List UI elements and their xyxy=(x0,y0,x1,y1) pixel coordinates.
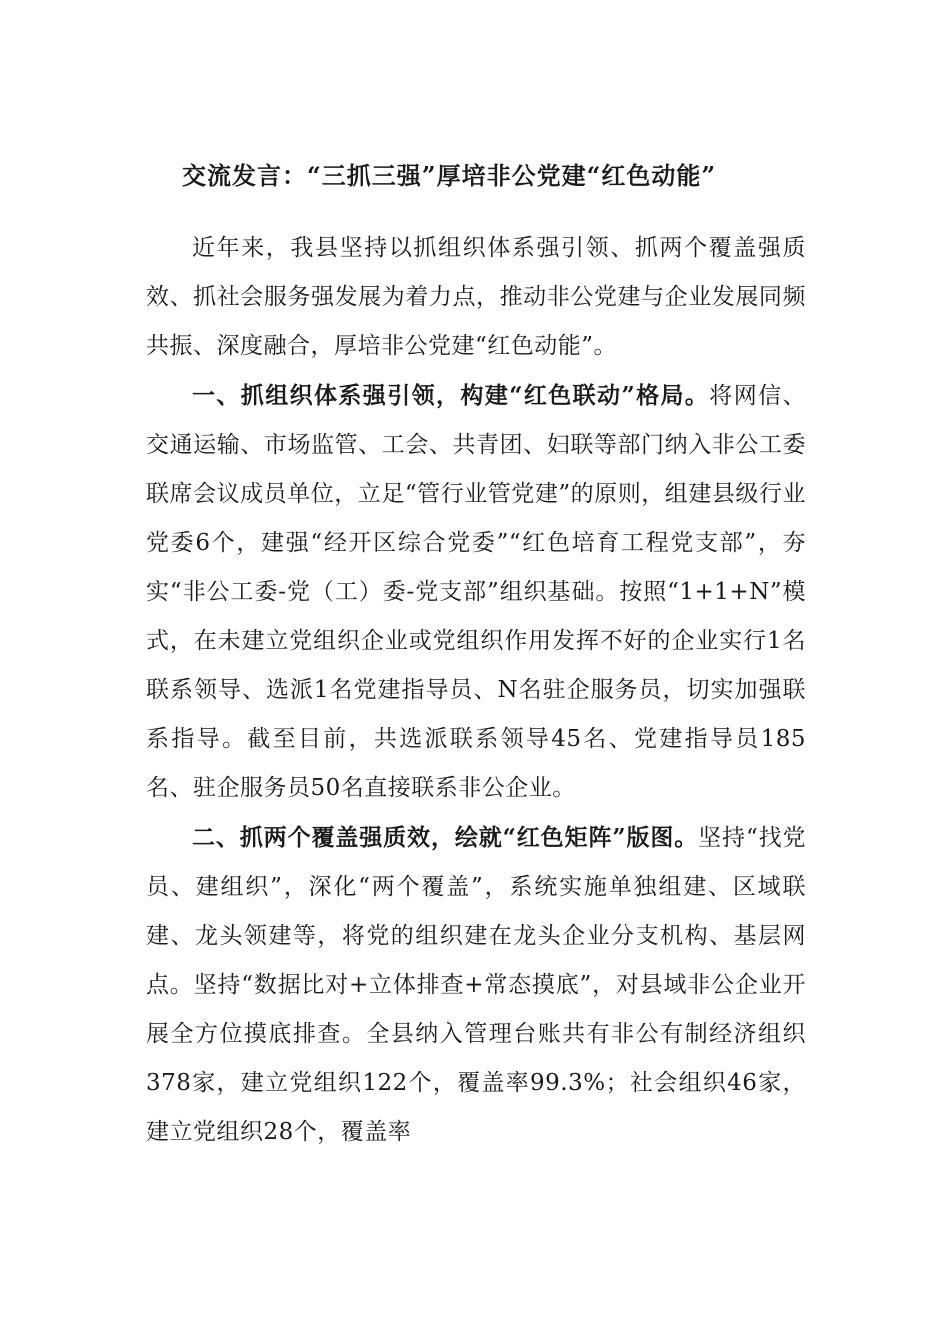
section-1-paragraph xyxy=(146,371,806,813)
section-2-body: 坚持“找党员、建组织”，深化“两个覆盖”，系统实施单独组建、区域联建、龙头领建等，将党的组织建在龙头企业分支机构、基层网点。坚持“数据比对+立体排查+常态摸底”，对县域非公企业开展全方位摸底排查。全县纳入管理台账共有非公有制经济组织378家，建立党组织122个，覆盖率99.3%；社会组织46家，建立党组织28个，覆盖率 xyxy=(146,825,806,1145)
section-2-paragraph xyxy=(146,813,806,1157)
section-1-heading: 一、抓组织体系强引领，构建“红色联动”格局。 xyxy=(192,382,710,409)
section-1-body: 将网信、交通运输、市场监管、工会、共青团、妇联等部门纳入非公工委联席会议成员单位，立足“管行业管党建”的原则，组建县级行业党委6个，建强“经开区综合党委”“红色培育工程党支部”，夯实“非公工委-党（工）委-党支部”组织基础。按照“1+1+N”模式，在未建立党组织企业或党组织作用发挥不好的企业实行1名联系领导、选派1名党建指导员、N名驻企服务员，切实加强联系指导。截至目前，共选派联系领导45名、党建指导员185名、驻企服务员50名直接联系非公企业。 xyxy=(146,383,807,801)
intro-paragraph: 近年来，我县坚持以抓组织体系强引领、抓两个覆盖强质效、抓社会服务强发展为着力点，推动非公党建与企业发展同频共振、深度融合，厚培非公党建“红色动能”。 xyxy=(146,235,806,359)
section-2-heading: 二、抓两个覆盖强质效，绘就“红色矩阵”版图。 xyxy=(192,824,699,851)
document-page xyxy=(146,152,806,1157)
document-title: 交流发言：“三抓三强”厚培非公党建“红色动能” xyxy=(182,161,717,190)
